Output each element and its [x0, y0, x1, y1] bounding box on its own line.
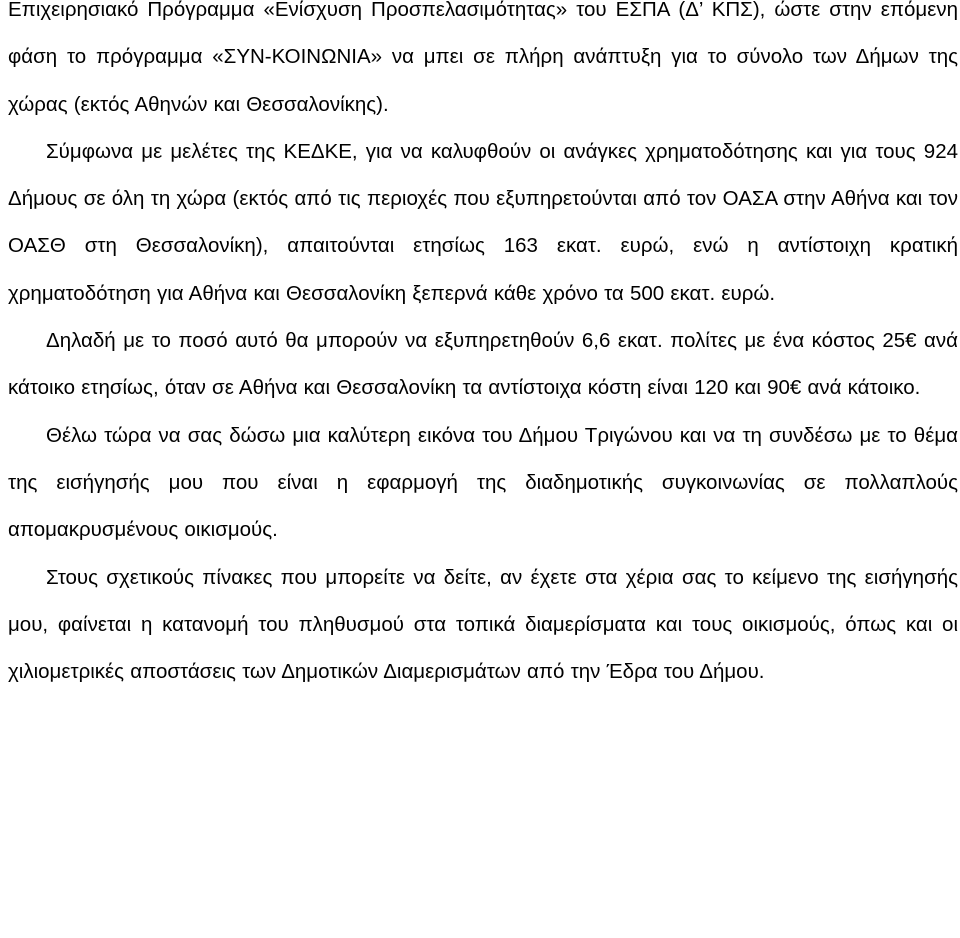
paragraph-1: Επιχειρησιακό Πρόγραμμα «Ενίσχυση Προσπελασιμότητας» του ΕΣΠΑ (Δ’ ΚΠΣ), ώστε στην επόμενη φάση το πρόγραμμα «ΣΥΝ-ΚΟΙΝΩΝΙΑ» να μπει σε πλήρη ανάπτυξη για το σύνολο των Δήμων της χώρας (εκτός Αθηνών και Θεσσαλονίκης).: [8, 0, 958, 116]
paragraph-3: Δηλαδή με το ποσό αυτό θα μπορούν να εξυπηρετηθούν 6,6 εκατ. πολίτες με ένα κόστος 25€ ανά κάτοικο ετησίως, όταν σε Αθήνα και Θεσσαλονίκη τα αντίστοιχα κόστη είναι 120 και 90€ ανά κάτοικο.: [8, 329, 958, 400]
paragraph-4: Θέλω τώρα να σας δώσω μια καλύτερη εικόνα του Δήμου Τριγώνου και να τη συνδέσω με το θέμα της εισήγησής μου που είναι η εφαρμογή της διαδημοτικής συγκοινωνίας σε πολλαπλούς απομακρυσμένους οικισμούς.: [8, 423, 958, 542]
paragraph-2: Σύμφωνα με μελέτες της ΚΕΔΚΕ, για να καλυφθούν οι ανάγκες χρηματοδότησης και για τους 924 Δήμους σε όλη τη χώρα (εκτός από τις περιοχές που εξυπηρετούνται από τον ΟΑΣΑ στην Αθήνα και τον ΟΑΣΘ στη Θεσσαλονίκη), απαιτούνται ετησίως 163 εκατ. ευρώ, ενώ η αντίστοιχη κρατική χρηματοδότηση για Αθήνα και Θεσσαλονίκη ξεπερνά κάθε χρόνο τα 500 εκατ. ευρώ.: [8, 139, 958, 305]
paragraph-5: Στους σχετικούς πίνακες που μπορείτε να δείτε, αν έχετε στα χέρια σας το κείμενο της εισήγησής μου, φαίνεται η κατανομή του πληθυσμού στα τοπικά διαμερίσματα και τους οικισμούς, όπως και οι χιλιομετρικές αποστάσεις των Δημοτικών Διαμερισμάτων από την Έδρα του Δήμου.: [8, 565, 958, 684]
